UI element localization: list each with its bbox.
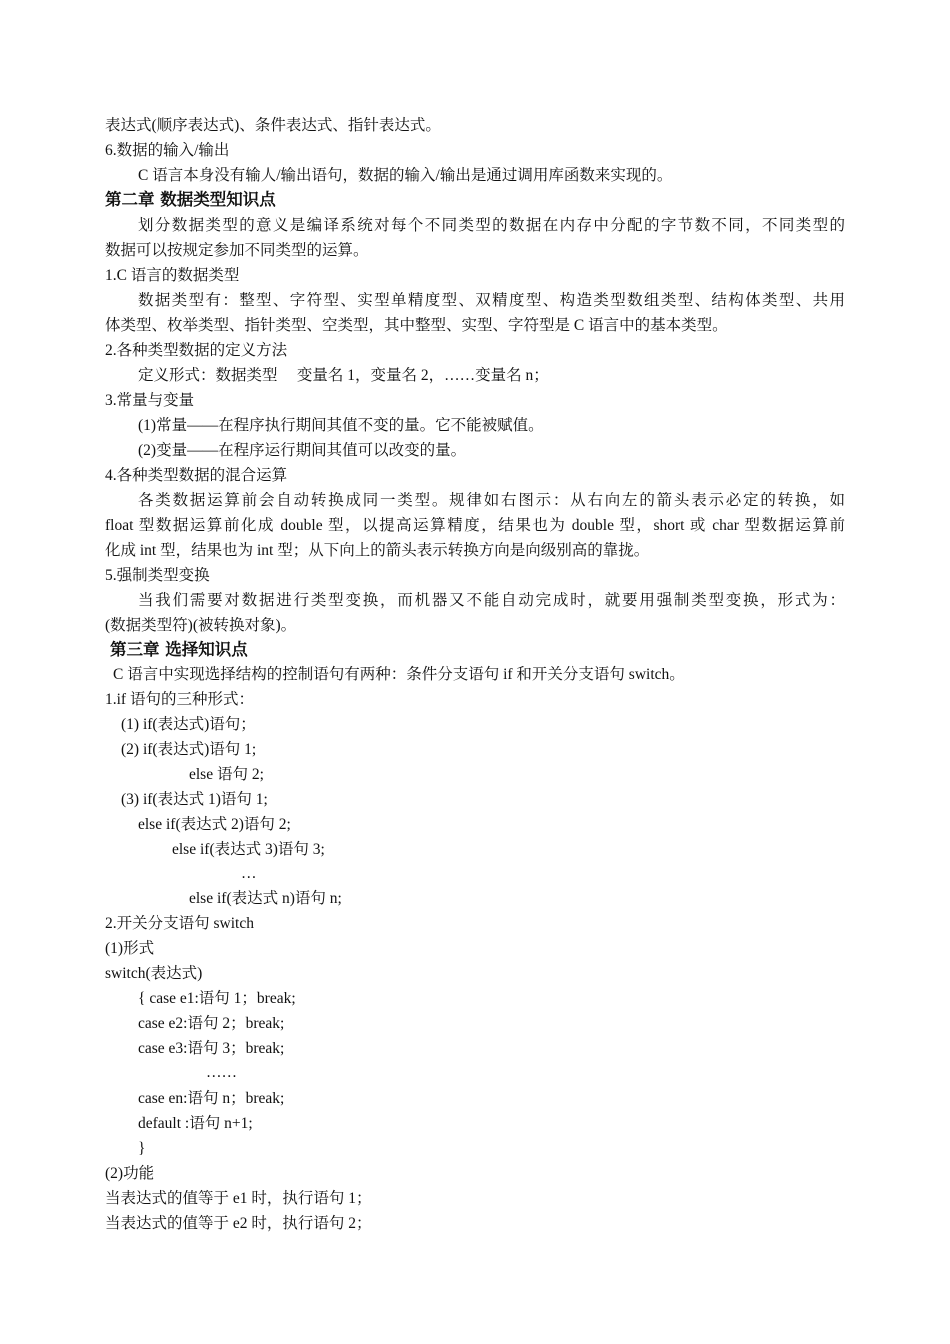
code-line: else if(表达式 3)语句 3; — [172, 841, 325, 858]
subsection-heading: 6.数据的输入/输出 — [105, 142, 230, 159]
code-line: default :语句 n+1; — [138, 1115, 253, 1132]
paragraph-line: 数据类型有：整型、字符型、实型单精度型、双精度型、构造类型数组类型、结构体类型、共用 — [138, 292, 845, 309]
code-line: } — [138, 1140, 146, 1157]
code-line: case e3:语句 3；break; — [138, 1040, 285, 1057]
paragraph-line: (1)常量——在程序执行期间其值不变的量。它不能被赋值。 — [138, 417, 544, 434]
subsection-heading: 4.各种类型数据的混合运算 — [105, 467, 288, 484]
paragraph-line: (数据类型符)(被转换对象)。 — [105, 617, 297, 634]
text-line: 当表达式的值等于 e2 时，执行语句 2； — [105, 1215, 372, 1232]
code-line: else if(表达式 n)语句 n; — [189, 890, 342, 907]
text-line: (1)形式 — [105, 940, 155, 957]
paragraph-line: 各类数据运算前会自动转换成同一类型。规律如右图示：从右向左的箭头表示必定的转换，如 — [138, 492, 845, 509]
subsection-heading: 2.开关分支语句 switch — [105, 915, 254, 932]
paragraph-line: C 语言中实现选择结构的控制语句有两种：条件分支语句 if 和开关分支语句 switch。 — [113, 666, 685, 683]
subsection-heading: 2.各种类型数据的定义方法 — [105, 342, 288, 359]
code-line: (1) if(表达式)语句； — [121, 716, 256, 733]
paragraph-line: 定义形式：数据类型 变量名 1，变量名 2，……变量名 n； — [138, 367, 549, 384]
code-line: (3) if(表达式 1)语句 1; — [121, 791, 268, 808]
text-line: (2)功能 — [105, 1165, 155, 1182]
paragraph-line: 体类型、枚举类型、指针类型、空类型，其中整型、实型、字符型是 C 语言中的基本类型。 — [105, 317, 728, 334]
code-line: (2) if(表达式)语句 1; — [121, 741, 257, 758]
paragraph-line: 数据可以按规定参加不同类型的运算。 — [105, 242, 369, 259]
code-line: switch(表达式) — [105, 965, 203, 982]
subsection-heading: 3.常量与变量 — [105, 392, 195, 409]
paragraph-line: 当我们需要对数据进行类型变换，而机器又不能自动完成时，就要用强制类型变换，形式为： — [138, 592, 845, 609]
subsection-heading: 5.强制类型变换 — [105, 567, 210, 584]
paragraph-line: float 型数据运算前化成 double 型，以提高运算精度，结果也为 double 型，short 或 char 型数据运算前 — [105, 517, 845, 534]
paragraph-line: 划分数据类型的意义是编译系统对每个不同类型的数据在内存中分配的字节数不同，不同类型的 — [138, 217, 845, 234]
paragraph-line: 化成 int 型，结果也为 int 型；从下向上的箭头表示转换方向是向级别高的靠拢。 — [105, 542, 650, 559]
paragraph-line: C 语言本身没有输人/输出语句，数据的输入/输出是通过调用库函数来实现的。 — [138, 167, 673, 184]
chapter-heading: 第二章 数据类型知识点 — [105, 190, 276, 209]
subsection-heading: 1.if 语句的三种形式： — [105, 691, 254, 708]
code-line: case e2:语句 2；break; — [138, 1015, 285, 1032]
text-line: 表达式(顺序表达式)、条件表达式、指针表达式。 — [105, 117, 441, 134]
text-line: 当表达式的值等于 e1 时，执行语句 1； — [105, 1190, 372, 1207]
paragraph-line: (2)变量——在程序运行期间其值可以改变的量。 — [138, 442, 467, 459]
code-line: case en:语句 n；break; — [138, 1090, 285, 1107]
code-line: else 语句 2; — [189, 766, 264, 783]
code-line: … — [241, 865, 257, 882]
code-line: else if(表达式 2)语句 2; — [138, 816, 291, 833]
chapter-heading: 第三章 选择知识点 — [110, 640, 248, 659]
code-line: { case e1:语句 1；break; — [138, 990, 296, 1007]
code-line: …… — [206, 1064, 237, 1081]
subsection-heading: 1.C 语言的数据类型 — [105, 267, 240, 284]
